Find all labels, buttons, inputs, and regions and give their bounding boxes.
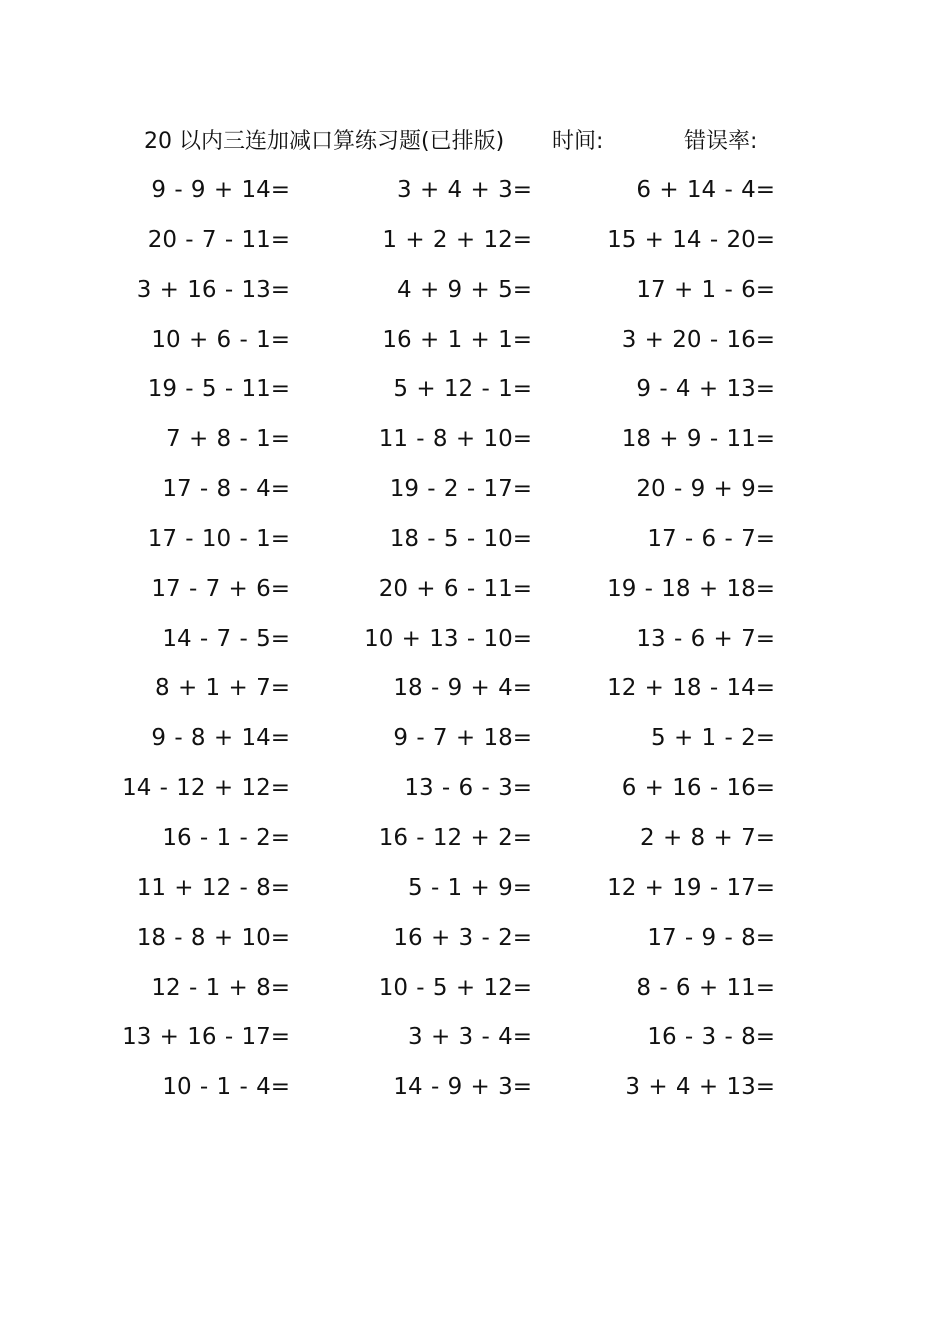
problem-row (0, 569, 950, 619)
problem-item: 3 + 4 + 3= (397, 177, 532, 203)
problem-item: 14 - 12 + 12= (122, 775, 290, 802)
problem-item: 16 - 3 - 8= (647, 1024, 775, 1051)
problem-row (0, 818, 950, 868)
problem-item: 18 - 8 + 10= (136, 924, 290, 951)
problem-item: 5 + 1 - 2= (651, 725, 775, 752)
problem-item: 17 - 9 - 8= (647, 924, 775, 951)
problem-item: 8 - 6 + 11= (636, 974, 775, 1001)
problem-item: 11 + 12 - 8= (136, 874, 290, 901)
problem-item: 9 - 9 + 14= (151, 177, 290, 203)
problem-row (0, 270, 950, 320)
problem-item: 10 + 13 - 10= (364, 625, 532, 652)
problem-item: 17 + 1 - 6= (636, 276, 775, 303)
problem-item: 6 + 14 - 4= (636, 177, 775, 203)
problem-item: 3 + 3 - 4= (408, 1024, 532, 1051)
problem-row (0, 419, 950, 469)
time-label: 时间: (552, 129, 604, 154)
problem-row (0, 220, 950, 270)
problem-item: 3 + 16 - 13= (136, 276, 290, 303)
problem-item: 19 - 18 + 18= (607, 575, 775, 602)
problem-item: 19 - 5 - 11= (147, 376, 290, 403)
problem-item: 16 - 1 - 2= (162, 824, 290, 851)
problem-item: 2 + 8 + 7= (640, 824, 775, 851)
problem-item: 3 + 20 - 16= (621, 326, 775, 353)
problem-item: 13 + 16 - 17= (122, 1024, 290, 1051)
problem-item: 9 - 7 + 18= (393, 725, 532, 752)
problem-item: 13 - 6 - 3= (404, 775, 532, 802)
problem-item: 17 - 8 - 4= (162, 476, 290, 503)
problem-item: 13 - 6 + 7= (636, 625, 775, 652)
problem-row (0, 668, 950, 718)
problem-item: 16 + 3 - 2= (393, 924, 532, 951)
problem-item: 12 + 18 - 14= (607, 675, 775, 702)
problem-item: 14 - 7 - 5= (162, 625, 290, 652)
problem-item: 8 + 1 + 7= (155, 675, 290, 702)
problem-item: 20 + 6 - 11= (378, 575, 532, 602)
problem-row (0, 1067, 950, 1117)
problem-item: 7 + 8 - 1= (166, 426, 290, 453)
worksheet-title: 20 以内三连加减口算练习题(已排版) (144, 129, 505, 154)
problem-item: 9 - 4 + 13= (636, 376, 775, 403)
problem-item: 17 - 7 + 6= (151, 575, 290, 602)
problem-row (0, 1017, 950, 1067)
problem-item: 12 - 1 + 8= (151, 974, 290, 1001)
problem-row (0, 519, 950, 569)
problem-item: 10 - 1 - 4= (162, 1074, 290, 1101)
problem-row (0, 320, 950, 370)
problem-item: 14 - 9 + 3= (393, 1074, 532, 1101)
problem-row (0, 868, 950, 918)
problem-row (0, 918, 950, 968)
problem-item: 1 + 2 + 12= (382, 226, 532, 253)
problem-row (0, 619, 950, 669)
problem-item: 10 - 5 + 12= (378, 974, 532, 1001)
problem-item: 9 - 8 + 14= (151, 725, 290, 752)
problem-grid (0, 170, 950, 1117)
problem-item: 4 + 9 + 5= (397, 276, 532, 303)
problem-item: 17 - 10 - 1= (147, 525, 290, 552)
problem-item: 18 - 9 + 4= (393, 675, 532, 702)
problem-item: 16 + 1 + 1= (382, 326, 532, 353)
problem-item: 17 - 6 - 7= (647, 525, 775, 552)
problem-item: 18 + 9 - 11= (621, 426, 775, 453)
problem-row (0, 718, 950, 768)
problem-item: 19 - 2 - 17= (389, 476, 532, 503)
problem-item: 11 - 8 + 10= (378, 426, 532, 453)
problem-item: 6 + 16 - 16= (621, 775, 775, 802)
worksheet-header (0, 122, 950, 162)
problem-item: 16 - 12 + 2= (378, 824, 532, 851)
problem-item: 12 + 19 - 17= (607, 874, 775, 901)
error-rate-label: 错误率: (684, 129, 758, 154)
problem-row (0, 369, 950, 419)
problem-item: 18 - 5 - 10= (389, 525, 532, 552)
problem-row (0, 968, 950, 1018)
problem-item: 5 - 1 + 9= (408, 874, 532, 901)
problem-row (0, 469, 950, 519)
problem-item: 15 + 14 - 20= (607, 226, 775, 253)
problem-row (0, 768, 950, 818)
problem-item: 3 + 4 + 13= (625, 1074, 775, 1101)
problem-row (0, 170, 950, 220)
problem-item: 20 - 9 + 9= (636, 476, 775, 503)
problem-item: 10 + 6 - 1= (151, 326, 290, 353)
problem-item: 20 - 7 - 11= (147, 226, 290, 253)
problem-item: 5 + 12 - 1= (393, 376, 532, 403)
